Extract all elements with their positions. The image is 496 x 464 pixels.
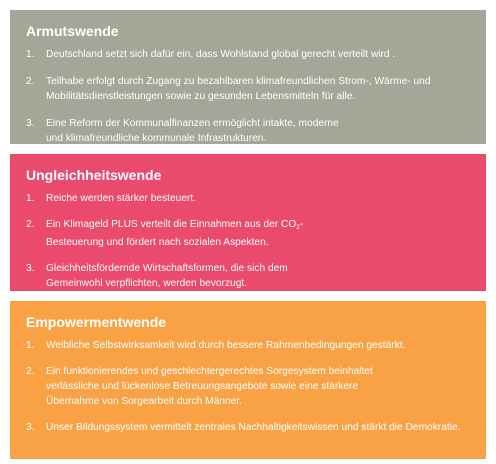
item-list [26, 47, 470, 146]
item-list [26, 338, 470, 435]
list-item [26, 74, 470, 104]
item-text: Ein funktionierendes und geschlechtergerechtes Sorgesystem beinhaltet verlässliche und lückenlose Betreuungsangebote sowie eine stärkere Übernahme von Sorgearbeit durch Männer. [46, 366, 373, 407]
item-text-part: -Besteuerung und fördert nach sozialen Aspekten. [46, 219, 304, 248]
item-text: Gleichheitsfördernde Wirtschaftsformen, die sich dem Gemeinwohl verpflichten, werden bevorzugt. [46, 263, 288, 289]
list-item [26, 261, 470, 291]
list-item [26, 116, 470, 146]
item-text [46, 217, 470, 250]
armutswende-card [10, 10, 486, 144]
item-text: Unser Bildungssystem vermittelt zentrales Nachhaltigkeitswissen und stärkt die Demokratie. [46, 422, 461, 433]
item-number: 2. [26, 366, 35, 377]
list-item [26, 420, 470, 435]
list-item [26, 364, 470, 409]
list-item [26, 47, 470, 62]
list-item [26, 217, 470, 250]
item-number: 1. [26, 193, 35, 204]
item-number: 1. [26, 49, 35, 60]
item-text: Teilhabe erfolgt durch Zugang zu bezahlbaren klimafreundlichen Strom-, Wärme- und Mobilitätsdienstleistungen sowie zu gesunden Lebensmitteln für alle. [46, 76, 431, 102]
section-title: Empowermentwende [26, 314, 167, 330]
item-list [26, 191, 470, 291]
item-number: 2. [26, 219, 35, 230]
co2-subscript: 2 [296, 224, 300, 231]
item-number: 3. [26, 118, 35, 129]
item-text: Eine Reform der Kommunalfinanzen ermöglicht intakte, moderne und klimafreundliche kommunale Infrastrukturen. [46, 118, 339, 144]
item-number: 3. [26, 263, 35, 274]
empowermentwende-card [10, 301, 486, 459]
list-item [26, 191, 470, 206]
item-text: Deutschland setzt sich dafür ein, dass Wohlstand global gerecht verteilt wird . [46, 49, 396, 60]
item-text-part: Ein Klimageld PLUS verteilt die Einnahmen aus der CO [46, 219, 297, 230]
section-title: Armutswende [26, 23, 119, 39]
item-text: Reiche werden stärker besteuert. [46, 193, 197, 204]
item-number: 3. [26, 422, 35, 433]
item-text: Weibliche Selbstwirksamkeit wird durch bessere Rahmenbedingungen gestärkt. [46, 340, 406, 351]
item-number: 1. [26, 340, 35, 351]
ungleichheitswende-card [10, 154, 486, 291]
item-number: 2. [26, 76, 35, 87]
list-item [26, 338, 470, 353]
section-title: Ungleichheitswende [26, 167, 162, 183]
